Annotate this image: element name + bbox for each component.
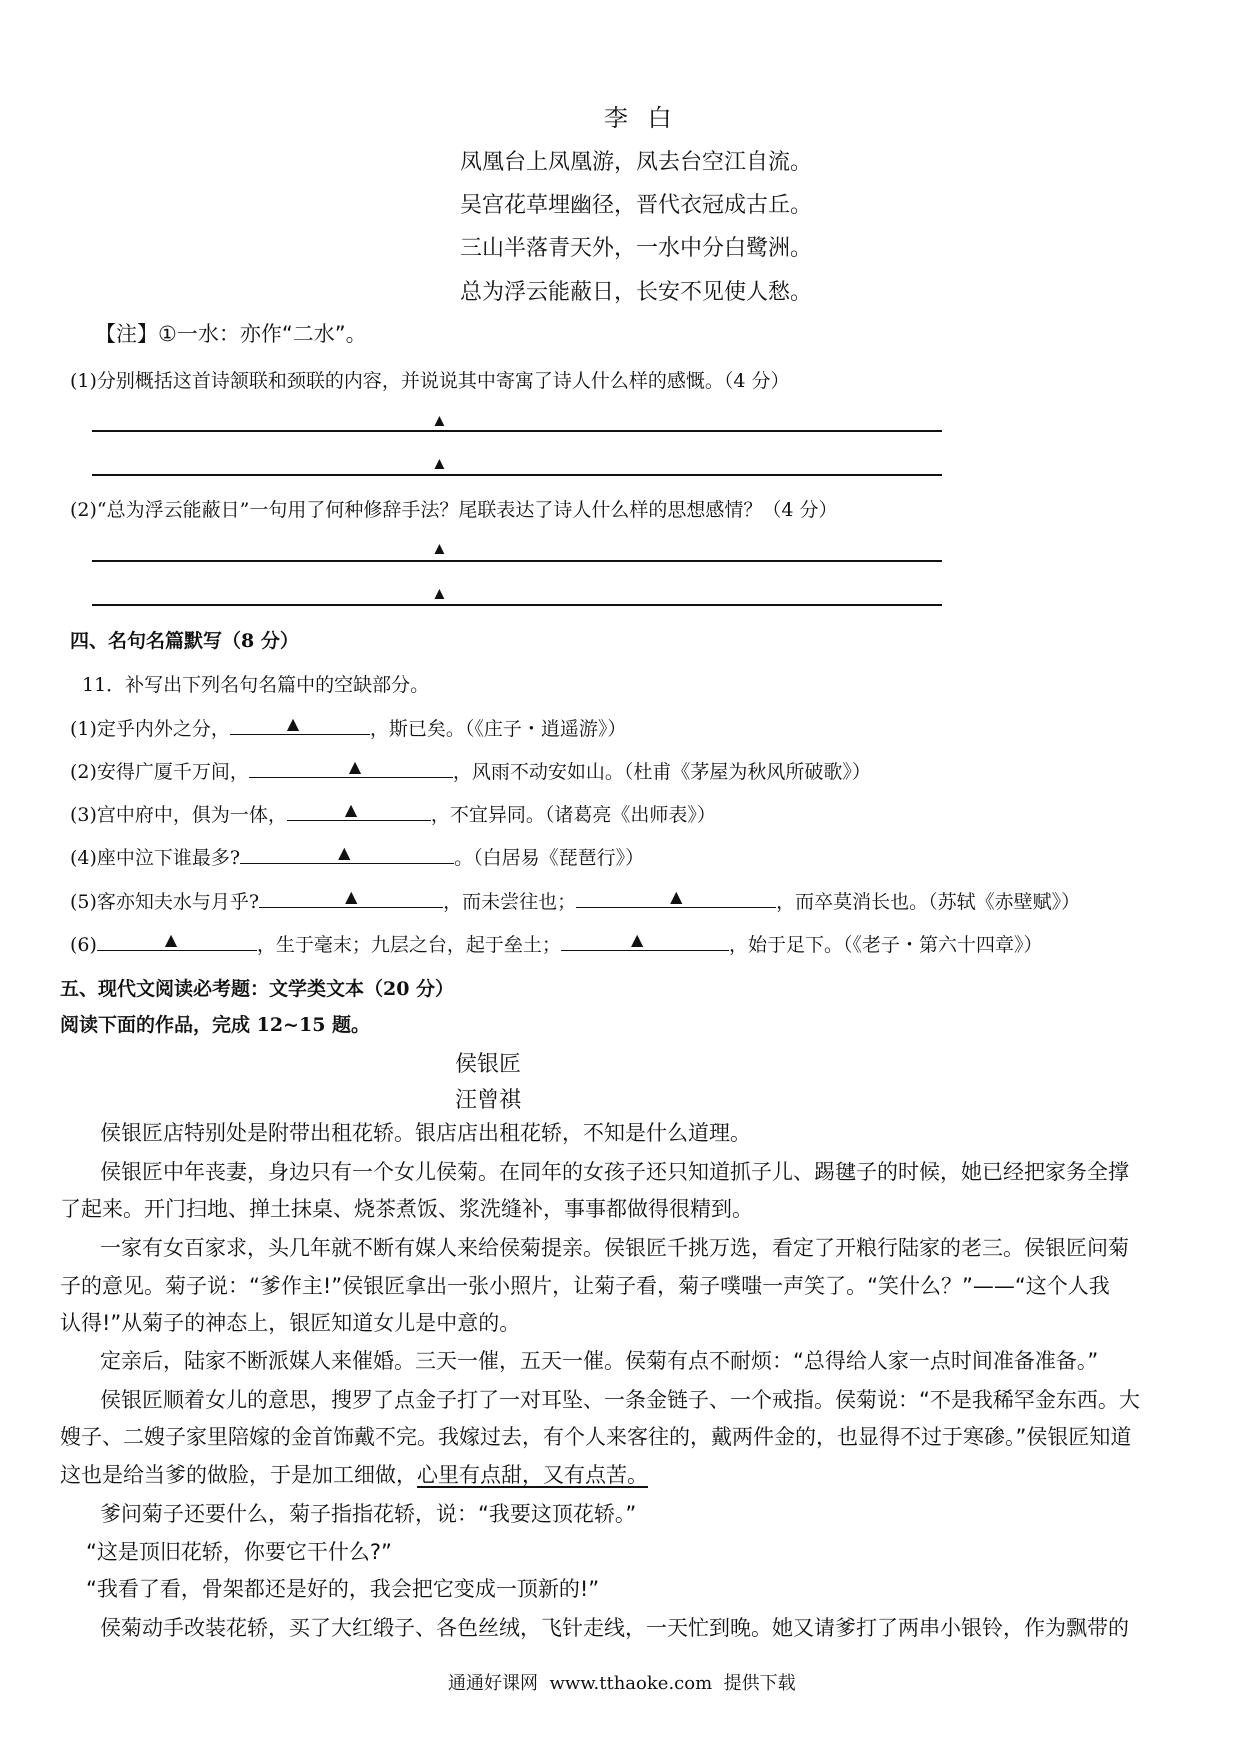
story-paragraph: 爹问菊子还要什么，菊子指指花轿，说：“我要这顶花轿。” xyxy=(100,1502,637,1526)
fill-item-5-post: ，而卒莫消长也。（苏轼《赤壁赋》） xyxy=(776,891,1081,913)
fill-blank[interactable] xyxy=(97,930,257,951)
story-paragraph-cont: 认得!”从菊子的神态上，银匠知道女儿是中意的。 xyxy=(60,1311,521,1335)
fill-blank[interactable] xyxy=(259,887,443,908)
underlined-sentence: 心里有点甜，又有点苦。 xyxy=(417,1463,648,1487)
story-paragraph: 侯银匠顺着女儿的意思，搜罗了点金子打了一对耳坠、一条金链子、一个戒指。侯菊说：“不是我稀罕金东西。大 xyxy=(100,1388,1140,1412)
story-paragraph: “这是顶旧花轿，你要它干什么?” xyxy=(86,1540,392,1564)
fill-item-4 xyxy=(70,843,644,870)
answer-line[interactable] xyxy=(92,560,942,562)
answer-marker: ▲ xyxy=(286,714,300,733)
answer-line[interactable] xyxy=(92,474,942,476)
answer-marker: ▲ xyxy=(431,584,448,603)
question-11: 11．补写出下列名句名篇中的空缺部分。 xyxy=(82,674,430,696)
story-paragraph: 定亲后，陆家不断派媒人来催婚。三天一催，五天一催。侯菊有点不耐烦：“总得给人家一点时间准备准备。” xyxy=(100,1349,1099,1373)
fill-blank[interactable] xyxy=(240,843,454,864)
answer-marker: ▲ xyxy=(431,411,448,430)
fill-item-5 xyxy=(70,887,1080,914)
story-paragraph-cont: 嫂子、二嫂子家里陪嫁的金首饰戴不完。我嫁过去，有个人来客往的，戴两件金的，也显得不过于寒碜。”侯银匠知道 xyxy=(60,1425,1132,1449)
section-5-heading: 五、现代文阅读必考题：文学类文本（20 分） xyxy=(60,978,455,1000)
fill-item-5-mid: ，而未尝往也； xyxy=(443,891,577,913)
fill-item-5-pre: (5)客亦知夫水与月乎? xyxy=(70,891,260,913)
poem-author: 李 白 xyxy=(604,104,678,132)
answer-marker: ▲ xyxy=(630,930,644,949)
story-paragraph: 侯菊动手改装花轿，买了大红缎子、各色丝绒，飞针走线，一天忙到晚。她又请爹打了两串小银铃，作为飘带的 xyxy=(100,1616,1129,1640)
poem-line-2: 吴宫花草埋幽径，晋代衣冠成古丘。 xyxy=(460,193,813,218)
answer-line[interactable] xyxy=(92,604,942,606)
fill-item-2 xyxy=(70,757,871,784)
answer-marker: ▲ xyxy=(345,887,358,906)
story-paragraph: 侯银匠中年丧妻，身边只有一个女儿侯菊。在同年的女孩子还只知道抓子儿、踢毽子的时候，她已经把家务全撑 xyxy=(100,1160,1129,1184)
story-title: 侯银匠 xyxy=(455,1052,522,1077)
story-paragraph: 一家有女百家求，头几年就不断有媒人来给侯菊提亲。侯银匠千挑万选，看定了开粮行陆家的老三。侯银匠问菊 xyxy=(100,1236,1129,1260)
story-author: 汪曾祺 xyxy=(455,1088,522,1113)
section-4-heading: 四、名句名篇默写（8 分） xyxy=(70,630,299,652)
fill-item-1 xyxy=(70,714,626,741)
poem-question-2: (2)“总为浮云能蔽日”一句用了何种修辞手法？尾联表达了诗人什么样的思想感情？（4 分） xyxy=(70,499,838,521)
fill-item-6-post: ，始于足下。（《老子・第六十四章》） xyxy=(728,934,1043,956)
fill-item-6-mid: ，生于毫末；九层之台，起于垒土； xyxy=(256,934,561,956)
fill-blank[interactable] xyxy=(576,887,776,908)
answer-marker: ▲ xyxy=(670,887,683,906)
poem-line-1: 凤凰台上凤凰游，凤去台空江自流。 xyxy=(460,150,813,175)
fill-item-6-pre: (6) xyxy=(70,934,97,956)
story-paragraph-cont xyxy=(60,1459,648,1489)
story-paragraph: 侯银匠店特别处是附带出租花轿。银店店出租花轿，不知是什么道理。 xyxy=(100,1121,751,1145)
fill-item-3-post: ，不宜异同。（诸葛亮《出师表》） xyxy=(430,804,716,826)
fill-blank[interactable] xyxy=(561,930,729,951)
story-paragraph-cont: 子的意见。菊子说：“爹作主!”侯银匠拿出一张小照片，让菊子看，菊子噗嗤一声笑了。“笑什么？”——“这个人我 xyxy=(60,1274,1110,1298)
reading-instruction: 阅读下面的作品，完成 12~15 题。 xyxy=(60,1014,371,1036)
fill-item-6 xyxy=(70,930,1042,957)
answer-marker: ▲ xyxy=(431,454,448,473)
fill-blank[interactable] xyxy=(249,757,453,778)
story-paragraph: “我看了看，骨架都还是好的，我会把它变成一顶新的!” xyxy=(86,1577,600,1601)
fill-item-4-pre: (4)座中泣下谁最多? xyxy=(70,847,241,869)
story-text: 这也是给当爹的做脸，于是加工细做， xyxy=(60,1463,417,1487)
answer-marker: ▲ xyxy=(344,800,358,819)
fill-blank[interactable] xyxy=(230,714,370,735)
poem-note: 【注】①一水：亦作“二水”。 xyxy=(95,322,367,346)
poem-line-4: 总为浮云能蔽日，长安不见使人愁。 xyxy=(460,280,813,305)
fill-blank[interactable] xyxy=(287,800,431,821)
page-footer: 通通好课网 www.tthaoke.com 提供下载 xyxy=(448,1673,796,1694)
fill-item-1-pre: (1)定乎内外之分， xyxy=(70,718,230,740)
answer-marker: ▲ xyxy=(338,843,351,862)
poem-line-3: 三山半落青天外，一水中分白鹭洲。 xyxy=(460,236,813,261)
fill-item-3-pre: (3)宫中府中，俱为一体， xyxy=(70,804,287,826)
answer-marker: ▲ xyxy=(164,930,178,949)
answer-line[interactable] xyxy=(92,430,942,432)
answer-marker: ▲ xyxy=(348,757,362,776)
poem-question-1: (1)分别概括这首诗颔联和颈联的内容，并说说其中寄寓了诗人什么样的感慨。（4 分） xyxy=(70,370,790,392)
story-paragraph-cont: 了起来。开门扫地、掸土抹桌、烧茶煮饭、浆洗缝补，事事都做得很精到。 xyxy=(60,1197,753,1221)
fill-item-1-post: ，斯已矣。（《庄子・逍遥游》） xyxy=(369,718,627,740)
fill-item-2-post: ，风雨不动安如山。（杜甫《茅屋为秋风所破歌》） xyxy=(452,761,871,783)
fill-item-3 xyxy=(70,800,716,827)
answer-marker: ▲ xyxy=(431,539,448,558)
fill-item-4-post: 。（白居易《琵琶行》） xyxy=(454,847,645,869)
fill-item-2-pre: (2)安得广厦千万间， xyxy=(70,761,249,783)
